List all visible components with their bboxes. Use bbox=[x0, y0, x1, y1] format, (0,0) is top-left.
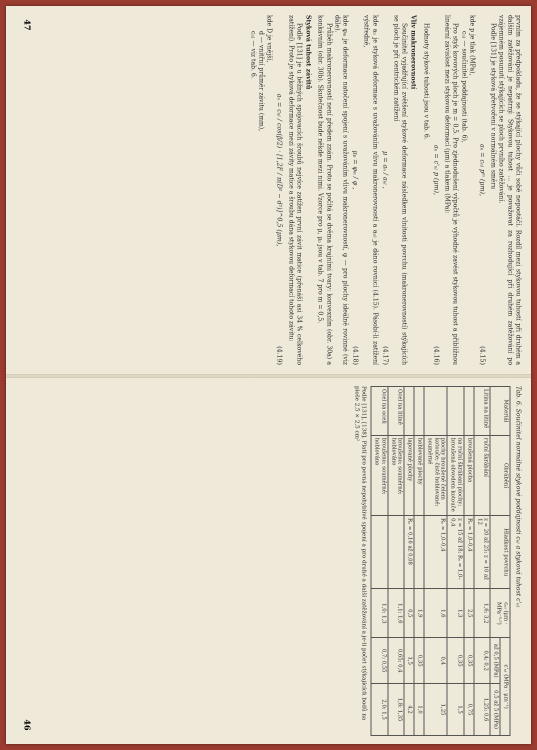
table-cell-c: 1,6 bbox=[424, 589, 447, 638]
table-body bbox=[371, 387, 490, 736]
paragraph: cₙₗ — viz tab. 6. bbox=[248, 31, 256, 79]
table-row bbox=[387, 387, 404, 736]
table-cell-material: Litina na litině bbox=[473, 387, 490, 436]
col-header-range-low: až 0,5 (MPa) bbox=[490, 638, 500, 684]
table-cell-machining: hoblované plochy bbox=[414, 435, 424, 515]
table-cell-machining: lapované plochy bbox=[404, 435, 414, 515]
table-cell-low: 0,4 bbox=[424, 638, 447, 684]
table-cell-machining: broušená plocha bbox=[464, 435, 474, 515]
table-cell-high: 1,25; 0,6 bbox=[473, 684, 490, 736]
paragraph: Podle [131] je styková přetvoření v normálném směru bbox=[489, 23, 497, 190]
paragraph: Podle [131] je u běžných spojovacích šroubů nejvíce zatížen první závit matice (přenáší asi 34 % celkového zatížení). Proto je styková deformace mezi závity matice a šroubu dána stykovou deformací tohoto závitu: bbox=[286, 15, 302, 365]
table-footnote: Podle [131], [138]. Platí pro pevná nepohyblivé spojení a pro druhé a další zatěžování a je-li počet stýkajících bodů na ploše 2,5 × 2,5 cm² bbox=[352, 386, 367, 721]
col-header-material: Materiál bbox=[490, 387, 510, 436]
table-cell-c: 1,0; 1,3 bbox=[371, 589, 388, 638]
table-cell-roughness bbox=[371, 516, 388, 589]
table-cell-material bbox=[414, 387, 424, 436]
table-cell-c: 2,5 bbox=[464, 589, 474, 638]
table-cell-c: 1,6; 3,2 bbox=[473, 589, 490, 638]
table-cell-material bbox=[424, 387, 447, 436]
table-cell-roughness: z = 15 až 18; Rₐ = 1,0–0,4 bbox=[447, 516, 464, 589]
table-cell-high: 1,25 bbox=[424, 684, 447, 736]
table-row bbox=[473, 387, 490, 736]
page-number: 46 bbox=[22, 719, 33, 731]
table-cell-material: Ocel na oceli bbox=[371, 387, 388, 436]
table-cell-low: 1,5 bbox=[404, 638, 414, 684]
table-cell-high: 4,2 bbox=[404, 684, 414, 736]
table-cell-machining: broušeno; souměrné; hoblováno bbox=[371, 435, 388, 515]
table-cell-low: 0,35 bbox=[447, 638, 464, 684]
section-heading: Styková tuhost závitů bbox=[303, 15, 311, 90]
table-cell-high: 1,5 bbox=[447, 684, 464, 736]
table-cell-low: 0,65; 0,4 bbox=[387, 638, 404, 684]
table-cell-material bbox=[404, 387, 414, 436]
equation: aₙ = cₙₗ / cos(β/2) · [1,2F / π(D² − d²)]^0,5 (μm), (4.19) bbox=[275, 93, 283, 365]
table-cell-roughness: Rₐ = 0,16 až 0,08 bbox=[404, 516, 414, 589]
paragraph: d — vnitřní průměr závitu (mm), bbox=[257, 31, 265, 132]
table-cell-c: 0,5 bbox=[404, 589, 414, 638]
table-cell-low: 0,4; 0,2 bbox=[473, 638, 490, 684]
table-cell-low: 0,7; 0,55 bbox=[371, 638, 388, 684]
table-cell-machining: ruční škrábání bbox=[473, 435, 490, 515]
table-cell-c: 1,1; 1,6 bbox=[387, 589, 404, 638]
intro-paragraph: prvním za předpokladu, že se stýkající plochy vůči sobě nepootáčí. Rozdíl mezi stykovou tuhostí při druhém a dalším zatěžování je nepatrný. Stykovou tuhost ... je považovat za rozhodující při druhém zatěžování po vzájemném posunutí stýkajících se ploch prvního zatěžování. bbox=[497, 15, 521, 365]
col-header-cnl-prime: c'ₙₗ (MPa · μm⁻¹) bbox=[500, 638, 510, 736]
table-cell-roughness: Rₐ = 1,0–0,4 bbox=[424, 516, 447, 589]
section-heading: Vliv makronerovností bbox=[409, 15, 417, 90]
equation: μ = aₙ / aₙₗ , (4.17) bbox=[380, 151, 388, 365]
paragraph: Hodnoty stykové tuhosti jsou v tab. 6. bbox=[421, 23, 429, 140]
paragraph: kde p je tlak (MPa), bbox=[467, 15, 475, 76]
table-row bbox=[414, 387, 424, 736]
table-cell-c: 1,3 bbox=[447, 589, 464, 638]
col-header-range-high: 0,5 až 5 (MPa) bbox=[490, 684, 500, 736]
paragraph: Součinitel vyjadřující zvětšení stykové deformace následkem vlnitosti povrchu (makronerovností) stýkajících se ploch je při centrickém zatížení bbox=[392, 15, 408, 365]
table-cell-roughness: Rₐ = 1,0–0,4 bbox=[464, 516, 474, 589]
table-row bbox=[464, 387, 474, 736]
table-caption: Tab. 6. Součinitel normálné stykové poddajnosti cₙₗ a styková tuhost c'ₙₗ bbox=[514, 386, 521, 608]
table-cell-material bbox=[464, 387, 474, 436]
table-cell-roughness bbox=[414, 516, 424, 589]
table-cell-machining: broušeno; souměrné; hoblováno bbox=[387, 435, 404, 515]
equation: μₚ = φₘ / φ , (4.18) bbox=[351, 150, 359, 365]
table-cell-roughness: z = 20 až 25; z = 10 až 12 bbox=[473, 516, 490, 589]
table-cell-high: 0,75 bbox=[464, 684, 474, 736]
table-cell-material: Ocel na litině bbox=[387, 387, 404, 436]
page-number: 47 bbox=[22, 19, 33, 31]
table-cell-roughness bbox=[387, 516, 404, 589]
paragraph: Pro styk kovových ploch je m = 0,5. Pro zjednodušení výpočtů je výhodné zavést stykovou tuhost a přibližnou lineární závislost mezi stykovou deformací (μm) a tlakem (MPa): bbox=[442, 15, 459, 365]
table-cell-c: 1,9 bbox=[414, 589, 424, 638]
paragraph: kde aₙ je styková deformace s uvažováním vlivu makronerovností a aₙₗ je dáno rovnicí (4.15). Pásobí-li zatížení výstředně, bbox=[362, 15, 378, 365]
table-cell-material bbox=[447, 387, 464, 436]
table-cell-high: 1,0 bbox=[414, 684, 424, 736]
paragraph: cₙₗ — součinitel poddajnosti (tab. 6), bbox=[459, 31, 467, 143]
table-cell-machining: plochy broušené čelem kotouče; čistě hoblované; souměrné bbox=[424, 435, 447, 515]
table-cell-low: 0,35 bbox=[414, 638, 424, 684]
page-47 bbox=[6, 6, 531, 374]
equation: aₙ = c'ₙₗ p (μm), (4.16) bbox=[431, 145, 439, 365]
paragraph: kde φₘ je deformace natočení spojení s uvažováním vlivu makronerovností, φ — pro plochy ideálně rovinné (viz dále). bbox=[332, 15, 349, 365]
table-row bbox=[447, 387, 464, 736]
table-row bbox=[404, 387, 414, 736]
table-cell-high: 1,8; 1,35 bbox=[387, 684, 404, 736]
table-cell-machining: na ruční škrábaní plochy; broušená obvodem kotouče bbox=[447, 435, 464, 515]
col-header-machining: Obrábění bbox=[490, 435, 510, 515]
table-cell-high: 2,0; 1,5 bbox=[371, 684, 388, 736]
col-header-roughness: Hladkost povrchu bbox=[490, 516, 510, 589]
table-row bbox=[424, 387, 447, 736]
compliance-table bbox=[370, 386, 510, 736]
paragraph: kde D je vnější, bbox=[265, 15, 273, 63]
equation: aₙ = cₙₗ pᵐ (μm), (4.15) bbox=[477, 143, 485, 365]
page-46-content bbox=[16, 386, 521, 736]
page-47-content bbox=[16, 15, 521, 365]
table-cell-low: 0,35 bbox=[464, 638, 474, 684]
page-46 bbox=[6, 378, 531, 744]
book-spread bbox=[6, 6, 531, 744]
table-row bbox=[371, 387, 388, 736]
paragraph: Průběh makronerovností není předem znám. Proto se počítá se dvěma krajními tvary: konvexním (obr. 30a) a konkávním (obr. 30b). Skutečnost bude někde mezi nimi. Vzorce pro μ, μₚ jsou v tab. 7 pro m = 0,5. bbox=[316, 15, 332, 365]
col-header-cnl: cₙₗ (μm · MPa⁻⁰·⁵) bbox=[490, 589, 510, 638]
